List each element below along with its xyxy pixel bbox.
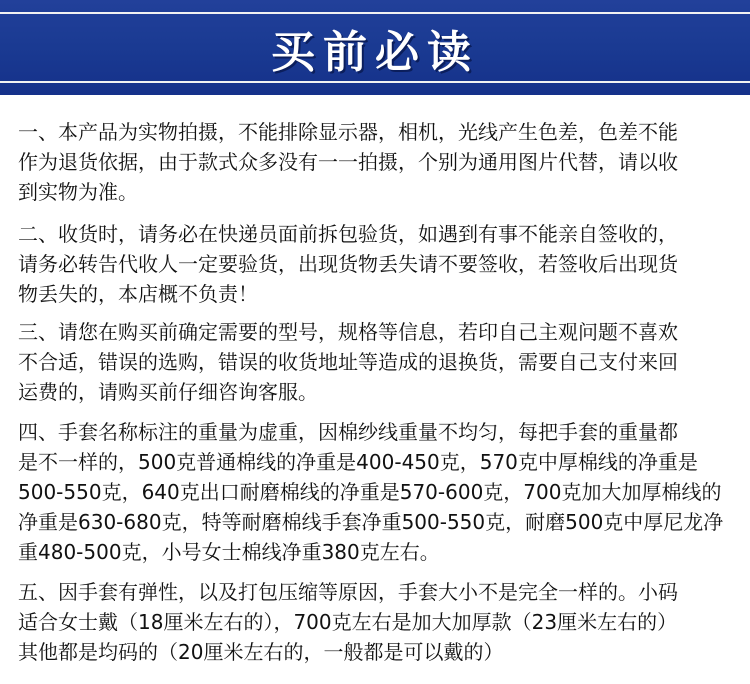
notice-line: 净重是630-680克，特等耐磨棉线手套净重500-550克，耐磨500克中厚尼龙净 [18, 510, 724, 534]
notice-line: 运费的，请购买前仔细咨询客服。 [18, 380, 318, 404]
notice-list [0, 117, 750, 667]
page-title: 买前必读 [271, 26, 479, 78]
notice-line: 三、请您在购买前确定需要的型号，规格等信息，若印自己主观问题不喜欢 [18, 320, 678, 344]
notice-line: 物丢失的，本店概不负责！ [18, 282, 258, 306]
notice-line: 五、因手套有弹性，以及打包压缩等原因，手套大小不是完全一样的。小码 [18, 580, 678, 604]
notice-paragraph-receiving [18, 219, 736, 309]
notice-line: 不合适，错误的选购，错误的收货地址等造成的退换货，需要自己支付来回 [18, 350, 678, 374]
notice-line: 二、收货时，请务必在快递员面前拆包验货，如遇到有事不能亲自签收的， [18, 222, 678, 246]
banner-top-rule [0, 12, 750, 14]
notice-line: 重480-500克，小号女士棉线净重380克左右。 [18, 540, 440, 564]
notice-paragraph-returns [18, 317, 736, 407]
notice-paragraph-product-photos [18, 117, 736, 207]
notice-line: 适合女士戴（18厘米左右的），700克左右是加大加厚款（23厘米左右的） [18, 610, 678, 634]
notice-paragraph-sizes [18, 577, 736, 667]
notice-line: 到实物为准。 [18, 180, 138, 204]
notice-line: 一、本产品为实物拍摄，不能排除显示器，相机，光线产生色差，色差不能 [18, 120, 678, 144]
notice-line: 其他都是均码的（20厘米左右的，一般都是可以戴的） [18, 640, 504, 664]
notice-line: 是不一样的，500克普通棉线的净重是400-450克，570克中厚棉线的净重是 [18, 450, 698, 474]
notice-line: 请务必转告代收人一定要验货，出现货物丢失请不要签收，若签收后出现货 [18, 252, 678, 276]
header-banner [0, 0, 750, 95]
notice-paragraph-weights [18, 417, 736, 567]
banner-bottom-rule [0, 81, 750, 83]
notice-line: 500-550克，640克出口耐磨棉线的净重是570-600克，700克加大加厚棉线的 [18, 480, 722, 504]
notice-line: 四、手套名称标注的重量为虚重，因棉纱线重量不均匀，每把手套的重量都 [18, 420, 678, 444]
notice-line: 作为退货依据，由于款式众多没有一一拍摄，个别为通用图片代替，请以收 [18, 150, 678, 174]
